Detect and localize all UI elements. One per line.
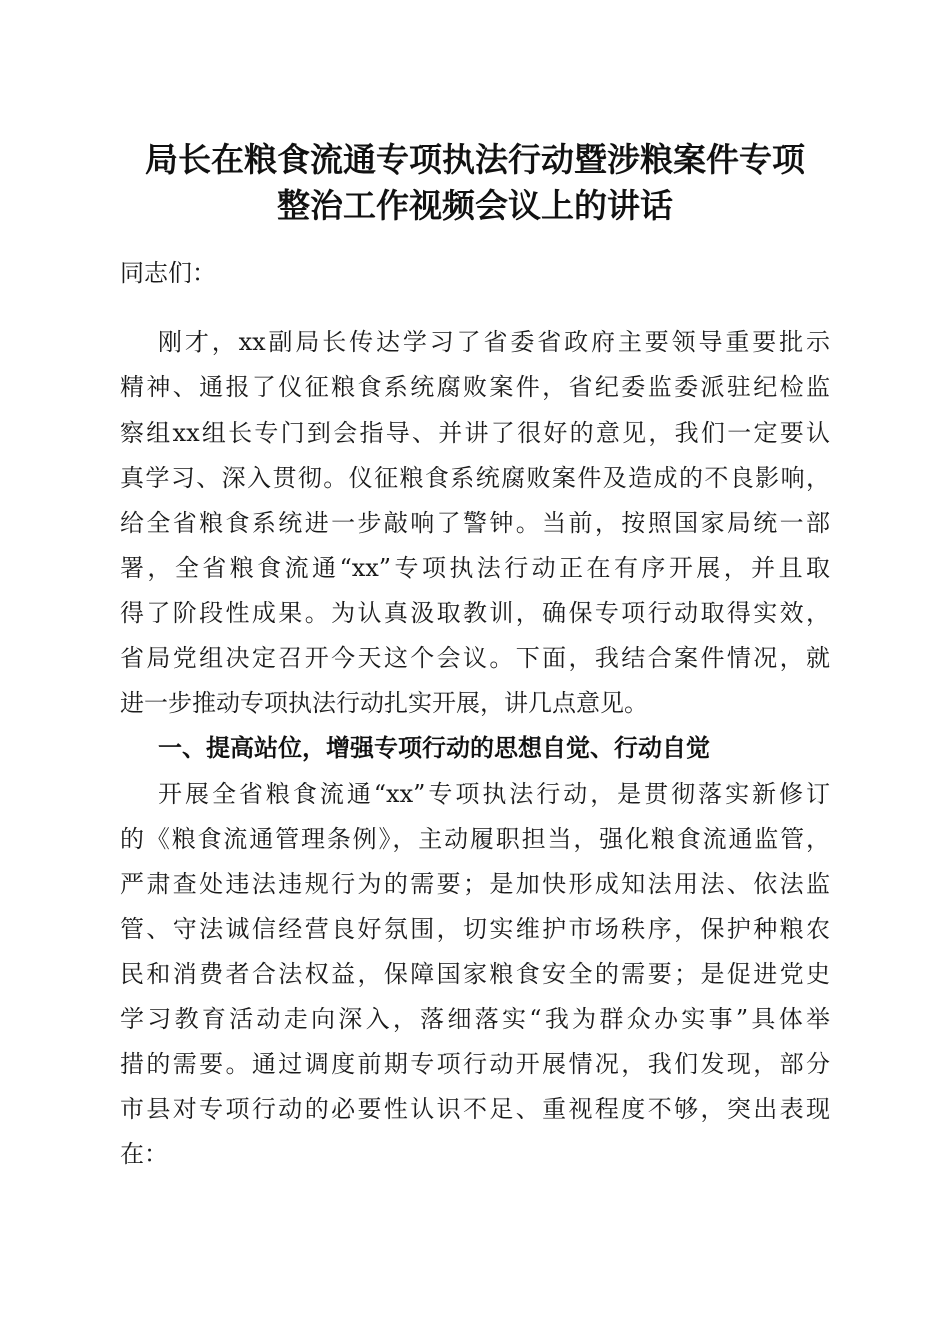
paragraph-line: 省局党组决定召开今天这个会议。下面，我结合案件情况，就 xyxy=(120,644,830,672)
paragraph-line: 民和消费者合法权益，保障国家粮食安全的需要；是促进党史 xyxy=(120,960,830,988)
paragraph-line: 市县对专项行动的必要性认识不足、重视程度不够，突出表现 xyxy=(120,1095,830,1123)
paragraph-line: 在： xyxy=(120,1140,168,1168)
salutation: 同志们： xyxy=(120,259,216,287)
paragraph-line: 真学习、深入贯彻。仪征粮食系统腐败案件及造成的不良影响， xyxy=(120,464,830,492)
paragraph-line: 刚才，xx副局长传达学习了省委省政府主要领导重要批示 xyxy=(158,328,830,356)
paragraph-line: 措的需要。通过调度前期专项行动开展情况，我们发现，部分 xyxy=(120,1050,830,1078)
paragraph-line: 严肃查处违法违规行为的需要；是加快形成知法用法、依法监 xyxy=(120,870,830,898)
paragraph-line: 开展全省粮食流通“xx”专项执法行动，是贯彻落实新修订 xyxy=(158,780,830,808)
paragraph-line: 管、守法诚信经营良好氛围，切实维护市场秩序，保护种粮农 xyxy=(120,915,830,943)
paragraph-line: 精神、通报了仪征粮食系统腐败案件，省纪委监委派驻纪检监 xyxy=(120,373,830,401)
paragraph-line: 得了阶段性成果。为认真汲取教训，确保专项行动取得实效， xyxy=(120,599,830,627)
section-heading: 一、提高站位，增强专项行动的思想自觉、行动自觉 xyxy=(158,734,710,762)
paragraph-line: 给全省粮食系统进一步敲响了警钟。当前，按照国家局统一部 xyxy=(120,509,830,537)
document-title-line-1: 局长在粮食流通专项执法行动暨涉粮案件专项 xyxy=(145,140,805,179)
paragraph-line: 的《粮食流通管理条例》，主动履职担当，强化粮食流通监管， xyxy=(120,825,830,853)
paragraph-line: 进一步推动专项执法行动扎实开展，讲几点意见。 xyxy=(120,689,648,717)
paragraph-line: 学习教育活动走向深入，落细落实“我为群众办实事”具体举 xyxy=(120,1005,830,1033)
paragraph-line: 署，全省粮食流通“xx”专项执法行动正在有序开展，并且取 xyxy=(120,554,830,582)
document-title-line-2: 整治工作视频会议上的讲话 xyxy=(277,186,673,225)
paragraph-line: 察组xx组长专门到会指导、并讲了很好的意见，我们一定要认 xyxy=(120,419,830,447)
